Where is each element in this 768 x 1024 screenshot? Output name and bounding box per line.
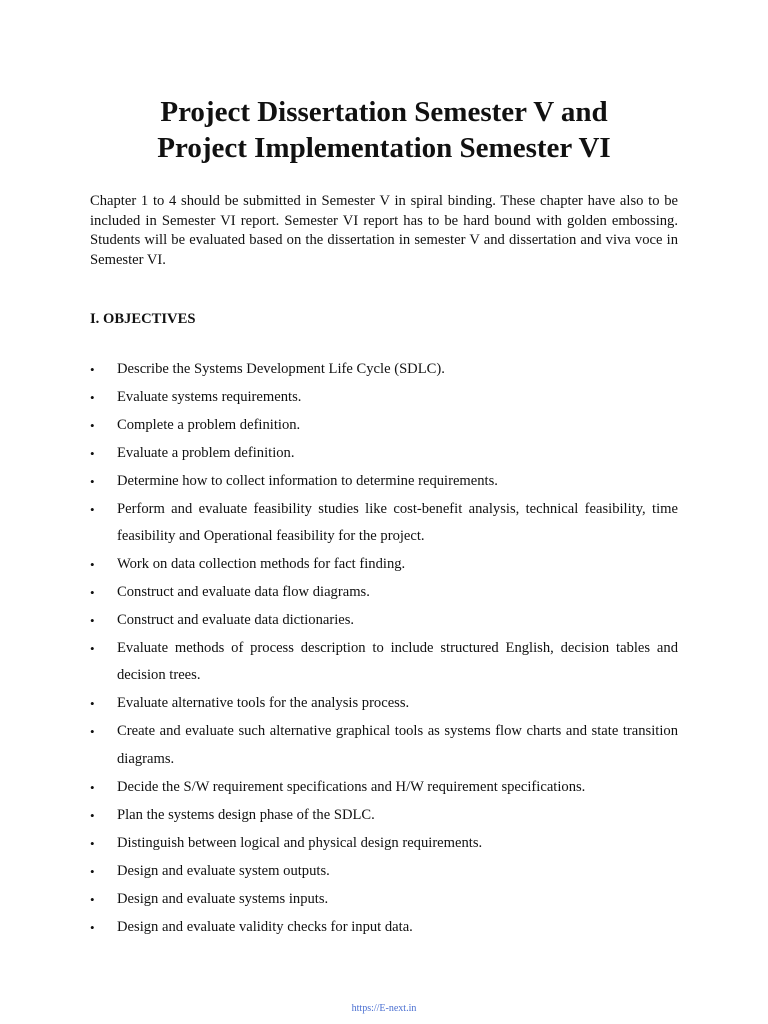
objective-text: Evaluate a problem definition. xyxy=(117,445,295,461)
objective-item xyxy=(90,468,678,495)
objective-item xyxy=(90,579,678,606)
objective-text: Design and evaluate system outputs. xyxy=(117,862,330,879)
objective-text: Plan the systems design phase of the SDLC. xyxy=(117,806,375,823)
bullet-icon: • xyxy=(90,446,95,461)
objective-text: Evaluate alternative tools for the analysis process. xyxy=(117,695,410,712)
objective-text: Decide the S/W requirement specifications and H/W requirement specifications. xyxy=(117,778,586,795)
objective-text: Perform and evaluate feasibility studies like cost-benefit analysis, technical feasibility, time feasibility and Operational feasibility for the project. xyxy=(117,501,678,545)
objective-text: Construct and evaluate data flow diagrams. xyxy=(117,584,370,601)
objective-text: Work on data collection methods for fact finding. xyxy=(117,556,406,573)
bullet-icon: • xyxy=(90,863,95,879)
objective-item xyxy=(90,802,678,829)
objective-item xyxy=(90,718,678,772)
bullet-icon: • xyxy=(90,390,95,405)
objective-item xyxy=(90,774,678,801)
bullet-icon: • xyxy=(90,919,95,935)
bullet-icon: • xyxy=(90,418,95,433)
objective-text: Create and evaluate such alternative graphical tools as systems flow charts and state transition diagrams. xyxy=(117,723,678,767)
objective-item xyxy=(90,551,678,578)
bullet-icon: • xyxy=(90,724,95,740)
objective-item xyxy=(90,914,678,941)
objective-item xyxy=(90,384,678,411)
bullet-icon: • xyxy=(90,696,95,712)
bullet-icon: • xyxy=(90,835,95,851)
objective-text: Describe the Systems Development Life Cycle (SDLC). xyxy=(117,361,445,377)
bullet-icon: • xyxy=(90,779,95,795)
objective-text: Construct and evaluate data dictionaries. xyxy=(117,612,355,629)
page-title xyxy=(0,94,768,166)
bullet-icon: • xyxy=(90,585,95,601)
objective-item xyxy=(90,496,678,550)
objective-text: Design and evaluate systems inputs. xyxy=(117,890,329,907)
objective-text: Complete a problem definition. xyxy=(117,417,301,433)
bullet-icon: • xyxy=(90,613,95,629)
bullet-icon: • xyxy=(90,641,95,657)
objective-item xyxy=(90,886,678,913)
objectives-list xyxy=(90,356,678,942)
title-line-1: Project Dissertation Semester V and xyxy=(160,96,608,128)
bullet-icon: • xyxy=(90,502,95,517)
objective-item xyxy=(90,830,678,857)
title-line-2: Project Implementation Semester VI xyxy=(157,132,611,164)
objective-text: Design and evaluate validity checks for input data. xyxy=(117,918,413,935)
bullet-icon: • xyxy=(90,807,95,823)
objective-item xyxy=(90,635,678,689)
bullet-icon: • xyxy=(90,891,95,907)
objective-item xyxy=(90,412,678,439)
objective-item xyxy=(90,440,678,467)
objective-item xyxy=(90,858,678,885)
objective-item xyxy=(90,690,678,717)
section-heading-objectives: I. OBJECTIVES xyxy=(90,311,196,327)
objective-text: Evaluate systems requirements. xyxy=(117,389,302,405)
intro-paragraph: Chapter 1 to 4 should be submitted in Semester V in spiral binding. These chapter have also to be included in Semester VI report. Semester VI report has to be hard bound with golden embossing. Students will be evaluated based on the dissertation in semester V and dissertation and viva voce in Semester VI. xyxy=(90,193,678,268)
bullet-icon: • xyxy=(90,474,95,489)
footer-link[interactable]: https://E-next.in xyxy=(351,1003,417,1014)
objective-text: Distinguish between logical and physical design requirements. xyxy=(117,834,483,851)
objective-item xyxy=(90,607,678,634)
objective-text: Evaluate methods of process description to include structured English, decision tables and decision trees. xyxy=(117,640,678,684)
bullet-icon: • xyxy=(90,362,95,377)
objective-text: Determine how to collect information to determine requirements. xyxy=(117,473,498,489)
objective-item xyxy=(90,356,678,383)
bullet-icon: • xyxy=(90,557,95,573)
